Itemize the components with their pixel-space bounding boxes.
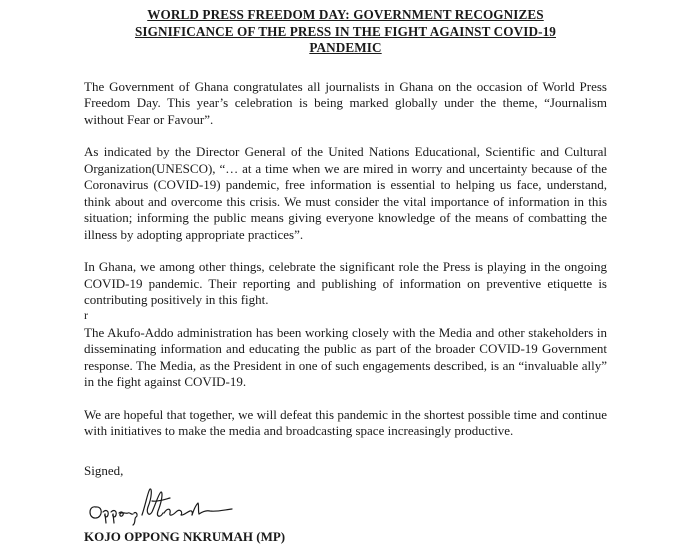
paragraph-press-role: In Ghana, we among other things, celebrate the significant role the Press is playing in the ongoing COVID-19 pandemic. Their reporting and publishing of information on preventive etiquette is contributing positively in this fight.	[84, 259, 607, 307]
paragraph-congratulations: The Government of Ghana congratulates all journalists in Ghana on the occasion of World Press Freedom Day. This year’s celebration is being marked globally under the theme, “Journalism without Fear or Favour”.	[84, 78, 607, 127]
title-line: SIGNIFICANCE OF THE PRESS IN THE FIGHT AGAINST COVID-19	[134, 23, 556, 39]
press-release-document	[84, 7, 607, 545]
paragraph-unesco-quote: As indicated by the Director General of the United Nations Educational, Scientific and Cultural Organization(UNESCO), “… at a time when we are mired in worry and uncertainty because of the Coronavirus (COVID-19) pandemic, free information is essential to helping us face, understand, think about and overcome this crisis. We must consider the vital importance of information in this situation; informing the public means giving everyone knowledge of the means of combatting the illness by adopting appropriate practices”.	[84, 144, 607, 242]
title-line: WORLD PRESS FREEDOM DAY: GOVERNMENT RECOGNIZES	[147, 7, 544, 22]
handwritten-signature	[86, 485, 236, 527]
document-title	[84, 7, 607, 57]
paragraph-hope: We are hopeful that together, we will defeat this pandemic in the shortest possible time and continue with initiatives to make the media and broadcasting space increasingly productive.	[84, 406, 607, 438]
stray-character: r	[84, 307, 88, 322]
paragraph-administration: The Akufo-Addo administration has been working closely with the Media and other stakeholders in disseminating information and educating the public as part of the broader COVID-19 Government response. The Media, as the President in one of such engagements described, is an “invaluable ally” in the fight against COVID-19.	[84, 324, 607, 389]
signer-name: KOJO OPPONG NKRUMAH (MP)	[84, 528, 286, 544]
signed-label: Signed,	[84, 462, 124, 478]
title-line: PANDEMIC	[309, 40, 382, 55]
